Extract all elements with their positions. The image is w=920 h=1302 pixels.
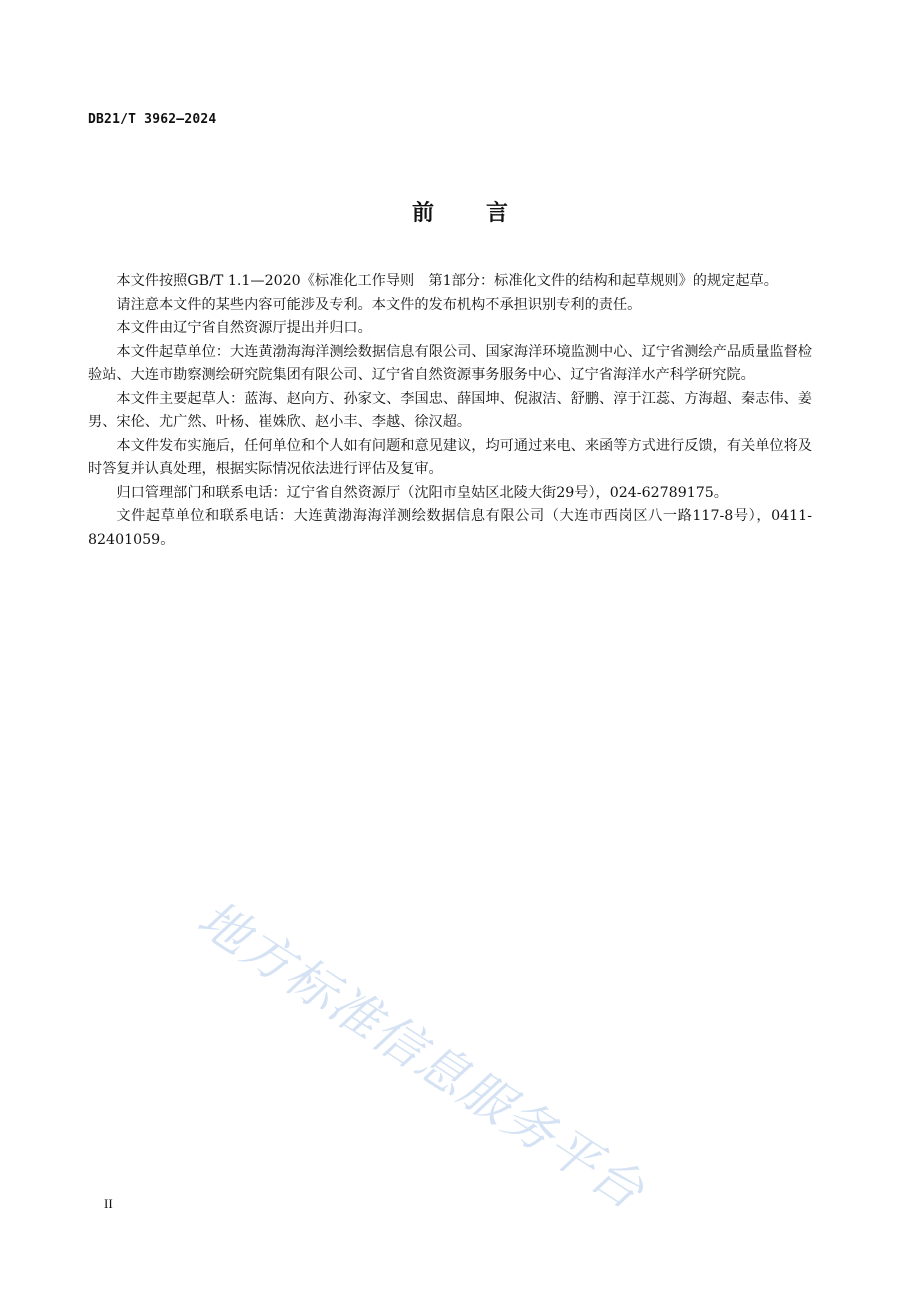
paragraph-management-contact: 归口管理部门和联系电话：辽宁省自然资源厅（沈阳市皇姑区北陵大街29号），024-62789175。 [116, 484, 728, 501]
paragraph-main-drafters: 本文件主要起草人：蓝海、赵向方、孙家文、李国忠、薛国坤、倪淑洁、舒鹏、淳于江蕊、方海超、秦志伟、姜男、宋伦、尤广然、叶杨、崔姝欣、赵小丰、李越、徐汉超。 [88, 390, 812, 430]
page-number: II [104, 1196, 113, 1211]
watermark: 地方标准信息服务平台 [187, 889, 656, 1222]
foreword-body [88, 270, 812, 552]
paragraph-feedback: 本文件发布实施后，任何单位和个人如有问题和意见建议，均可通过来电、来函等方式进行反馈，有关单位将及时答复并认真处理，根据实际情况依法进行评估及复审。 [88, 437, 812, 477]
page-title [0, 196, 920, 227]
paragraph-drafting-units: 本文件起草单位：大连黄渤海海洋测绘数据信息有限公司、国家海洋环境监测中心、辽宁省测绘产品质量监督检验站、大连市勘察测绘研究院集团有限公司、辽宁省自然资源事务服务中心、辽宁省海洋水产科学研究院。 [88, 343, 812, 383]
paragraph-patent-notice: 请注意本文件的某些内容可能涉及专利。本文件的发布机构不承担识别专利的责任。 [116, 296, 642, 313]
title-char-2: 言 [486, 201, 509, 226]
paragraph-drafting-rules: 本文件按照GB/T 1.1—2020《标准化工作导则 第1部分：标准化文件的结构和起草规则》的规定起草。 [116, 273, 778, 289]
paragraph-drafter-contact: 文件起草单位和联系电话：大连黄渤海海洋测绘数据信息有限公司（大连市西岗区八一路117-8号），0411-82401059。 [88, 508, 812, 548]
document-code: DB21/T 3962—2024 [88, 112, 217, 127]
title-char-1: 前 [411, 201, 434, 226]
paragraph-proposer: 本文件由辽宁省自然资源厅提出并归口。 [116, 320, 372, 336]
